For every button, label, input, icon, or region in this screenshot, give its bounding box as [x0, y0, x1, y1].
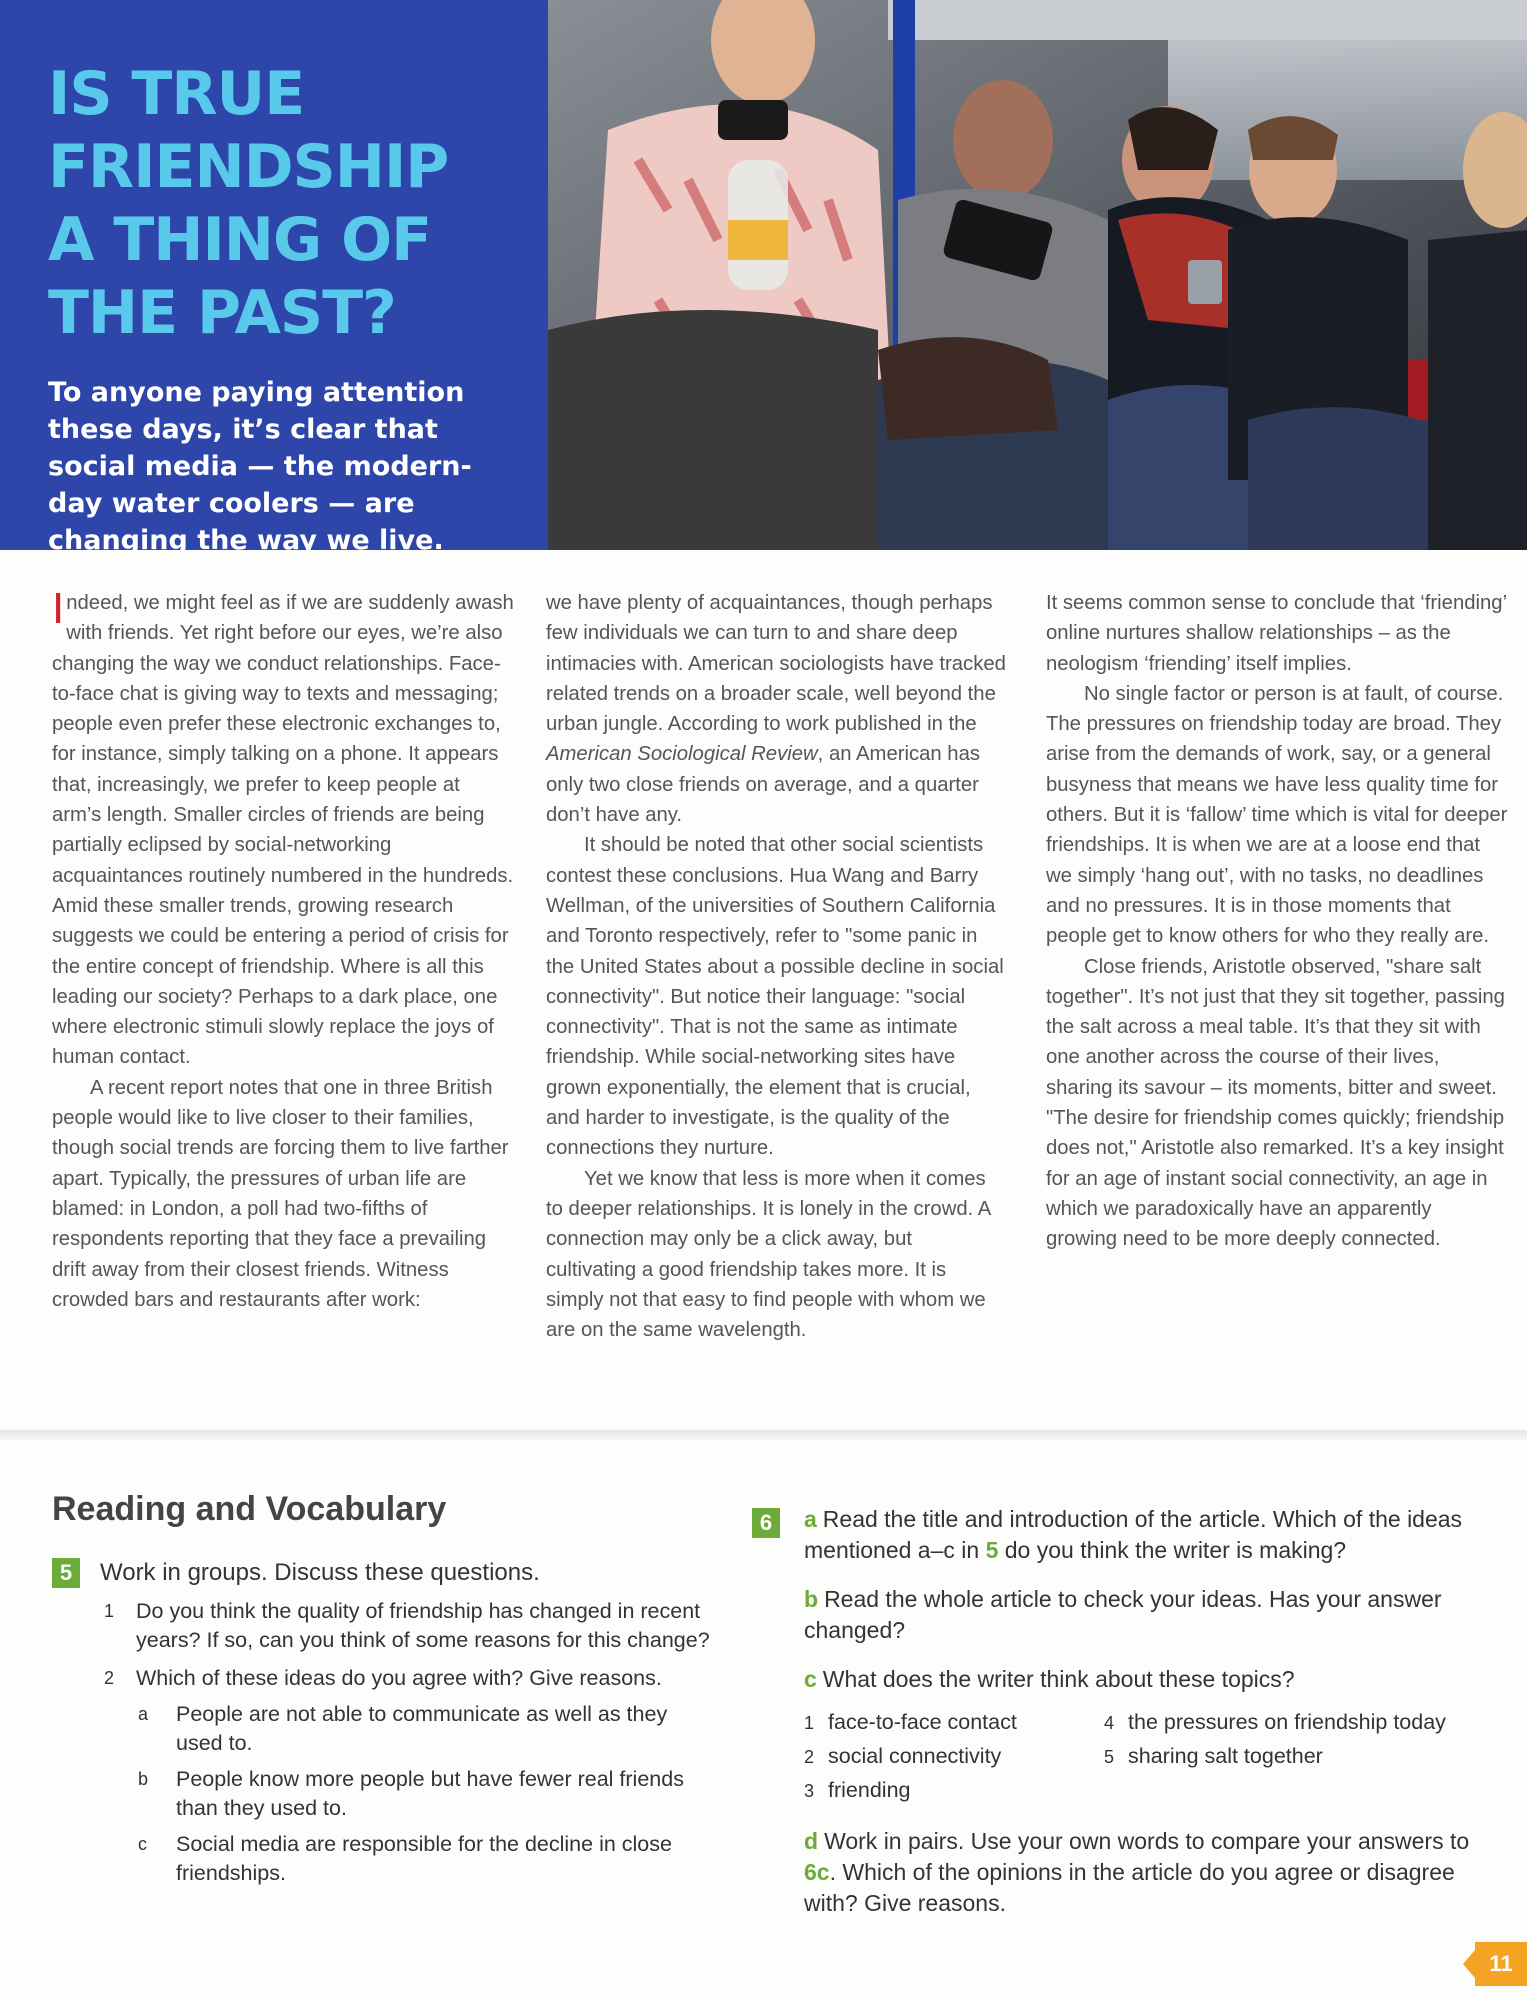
drop-cap: I — [52, 584, 65, 633]
idea-text: People know more people but have fewer real friends than they used to. — [176, 1767, 684, 1820]
paragraph — [52, 584, 514, 1073]
topic-item — [804, 1710, 1017, 1735]
part-text: What does the writer think about these topics? — [822, 1666, 1295, 1692]
title-line: THE PAST? — [48, 278, 396, 348]
question-item — [52, 1664, 712, 1693]
topic-text: social connectivity — [828, 1744, 1002, 1768]
topic-number: 1 — [804, 1713, 815, 1733]
paragraph: Close friends, Aristotle observed, "share salt together". It’s not just that they sit together, passing the salt across a meal table. It’s that they sit with one another across the course of their lives, sharing its savour – its moments, bitter and sweet. "The desire for friendship comes quickly; friendship does not," Aristotle also remarked. It’s a key insight for an age of instant social connectivity, an age in which we paradoxically have an apparently growing need to be more deeply connected. — [1046, 955, 1505, 1251]
idea-text: Social media are responsible for the decline in close friendships. — [176, 1832, 672, 1885]
topic-text: face-to-face contact — [828, 1710, 1017, 1734]
idea-item — [52, 1700, 712, 1758]
exercise-instruction: Work in groups. Discuss these questions. — [100, 1559, 540, 1586]
idea-item — [52, 1830, 712, 1888]
article-column-2 — [546, 588, 1006, 1345]
part-text: Read the whole article to check your ideas. Has your answer changed? — [804, 1586, 1442, 1643]
exercise-part-b — [804, 1584, 1494, 1646]
part-text: Read the title and introduction of the article. Which of the ideas mentioned a–c in — [804, 1506, 1463, 1563]
article-body — [0, 584, 1527, 1408]
exercise-number-badge: 6 — [752, 1508, 780, 1538]
topic-item — [1104, 1710, 1446, 1735]
paragraph-text: ndeed, we might feel as if we are suddenly awash with friends. Yet right before our eyes, we’re also changing the way we conduct relationships. Face-to-face chat is giving way to texts and messaging; people even prefer these electronic exchanges to, for instance, simply talking on a phone. It appears that, increasingly, we prefer to keep people at arm’s length. Smaller circles of friends are being partially eclipsed by social-networking acquaintances routinely numbered in the hundreds. Amid these smaller trends, growing research suggests we could be entering a period of crisis for the entire concept of friendship. Where is all this leading our society? Perhaps to a dark place, one where electronic stimuli slowly replace the joys of human contact. — [52, 592, 514, 1069]
topic-item — [804, 1778, 911, 1803]
exercise-part-d — [804, 1826, 1494, 1919]
article-column-3 — [1046, 588, 1508, 1255]
topic-number: 4 — [1104, 1713, 1115, 1733]
idea-letter: c — [138, 1834, 147, 1854]
paragraph: Yet we know that less is more when it comes to deeper relationships. It is lonely in the crowd. A connection may only be a click away, but cultivating a good friendship takes more. It is simply not that easy to find people with whom we are on the same wavelength. — [546, 1167, 991, 1342]
topic-item — [1104, 1744, 1323, 1769]
exercise-part-a — [804, 1504, 1494, 1566]
idea-item — [52, 1765, 712, 1823]
paragraph: A recent report notes that one in three British people would like to live closer to their families, though social trends are forcing them to live farther apart. Typically, the pressures of urban life are blamed: in London, a poll had two-fifths of respondents reporting that they face a prevailing drift away from their closest friends. Witness crowded bars and restaurants after work: — [52, 1076, 509, 1311]
reading-section — [0, 1470, 1527, 1970]
question-text: Which of these ideas do you agree with? Give reasons. — [136, 1666, 662, 1690]
part-text: do you think the writer is making? — [998, 1537, 1347, 1563]
paragraph-text: , an American has only two close friends on average, and a quarter don’t have any. — [546, 743, 981, 827]
article-intro: To anyone paying attention these days, it’s clear that social media — the modern-day water coolers — are changing the way we live. — [48, 377, 472, 556]
exercise-5 — [52, 1558, 712, 1888]
topic-number: 3 — [804, 1781, 815, 1801]
part-letter: a — [804, 1506, 817, 1532]
idea-letter: b — [138, 1769, 149, 1789]
paragraph-text: we have plenty of acquaintances, though perhaps few individuals we can turn to and share deep intimacies with. American sociologists have tracked related trends on a broader scale, well beyond the urban jungle. According to work published in the — [546, 592, 1006, 736]
article-column-1 — [52, 584, 514, 1315]
part-text: Work in pairs. Use your own words to compare your answers to — [824, 1828, 1470, 1854]
title-line: A THING OF — [48, 205, 432, 275]
topic-text: sharing salt together — [1128, 1744, 1323, 1768]
question-number: 2 — [104, 1668, 115, 1688]
topic-text: friending — [828, 1778, 911, 1802]
paragraph — [546, 588, 1006, 830]
part-text: . Which of the opinions in the article do you agree or disagree with? Give reasons. — [804, 1859, 1455, 1916]
exercise-number-badge: 5 — [52, 1558, 80, 1588]
question-number: 1 — [104, 1601, 115, 1621]
section-divider — [0, 1430, 1527, 1440]
paragraph: No single factor or person is at fault, of course. The pressures on friendship today are broad. They arise from the demands of work, say, or a general busyness that means we have less quality time for others. But it is ‘fallow’ time which is vital for deeper friendships. It is when we are at a loose end that we simply ‘hang out’, with no tasks, no deadlines and no pressures. It is in those moments that people get to know others for who they really are. — [1046, 682, 1508, 948]
idea-letter: a — [138, 1704, 149, 1724]
topic-number: 5 — [1104, 1747, 1115, 1767]
question-text: Do you think the quality of friendship has changed in recent years? If so, can you think of some reasons for this change? — [136, 1599, 710, 1652]
part-letter: d — [804, 1828, 819, 1854]
title-panel — [0, 0, 548, 556]
hero-banner — [0, 0, 1527, 556]
exercise-reference: 5 — [985, 1537, 999, 1563]
page-number: 11 — [1475, 1942, 1527, 1986]
title-line: IS TRUE — [48, 59, 305, 129]
question-item — [52, 1597, 712, 1655]
topic-number: 2 — [804, 1747, 815, 1767]
paragraph: It should be noted that other social scientists contest these conclusions. Hua Wang and Barry Wellman, of the universities of Southern California and Toronto respectively, refer to "some panic in the United States about a possible decline in social connectivity". But notice their language: "social connectivity". That is not the same as intimate friendship. While social-networking sites have grown exponentially, the element that is crucial, and harder to investigate, is the quality of the connections they nurture. — [546, 834, 1004, 1160]
exercise-header — [52, 1558, 712, 1588]
part-letter: b — [804, 1586, 819, 1612]
exercise-part-c — [804, 1664, 1494, 1695]
journal-title: American Sociological Review — [546, 743, 818, 766]
commuters-photo — [548, 0, 1527, 550]
topic-text: the pressures on friendship today — [1128, 1710, 1446, 1734]
title-line: FRIENDSHIP — [48, 132, 449, 202]
question-list — [52, 1597, 712, 1888]
page-tab-icon — [1463, 1950, 1475, 1978]
article-title — [48, 58, 528, 350]
exercise-reference: 6c — [804, 1859, 830, 1885]
topic-item — [804, 1744, 1001, 1769]
part-letter: c — [804, 1666, 817, 1692]
section-heading: Reading and Vocabulary — [52, 1490, 447, 1528]
paragraph: It seems common sense to conclude that ‘friending’ online nurtures shallow relationships – as the neologism ‘friending’ itself implies. — [1046, 592, 1507, 675]
idea-text: People are not able to communicate as well as they used to. — [176, 1702, 668, 1755]
